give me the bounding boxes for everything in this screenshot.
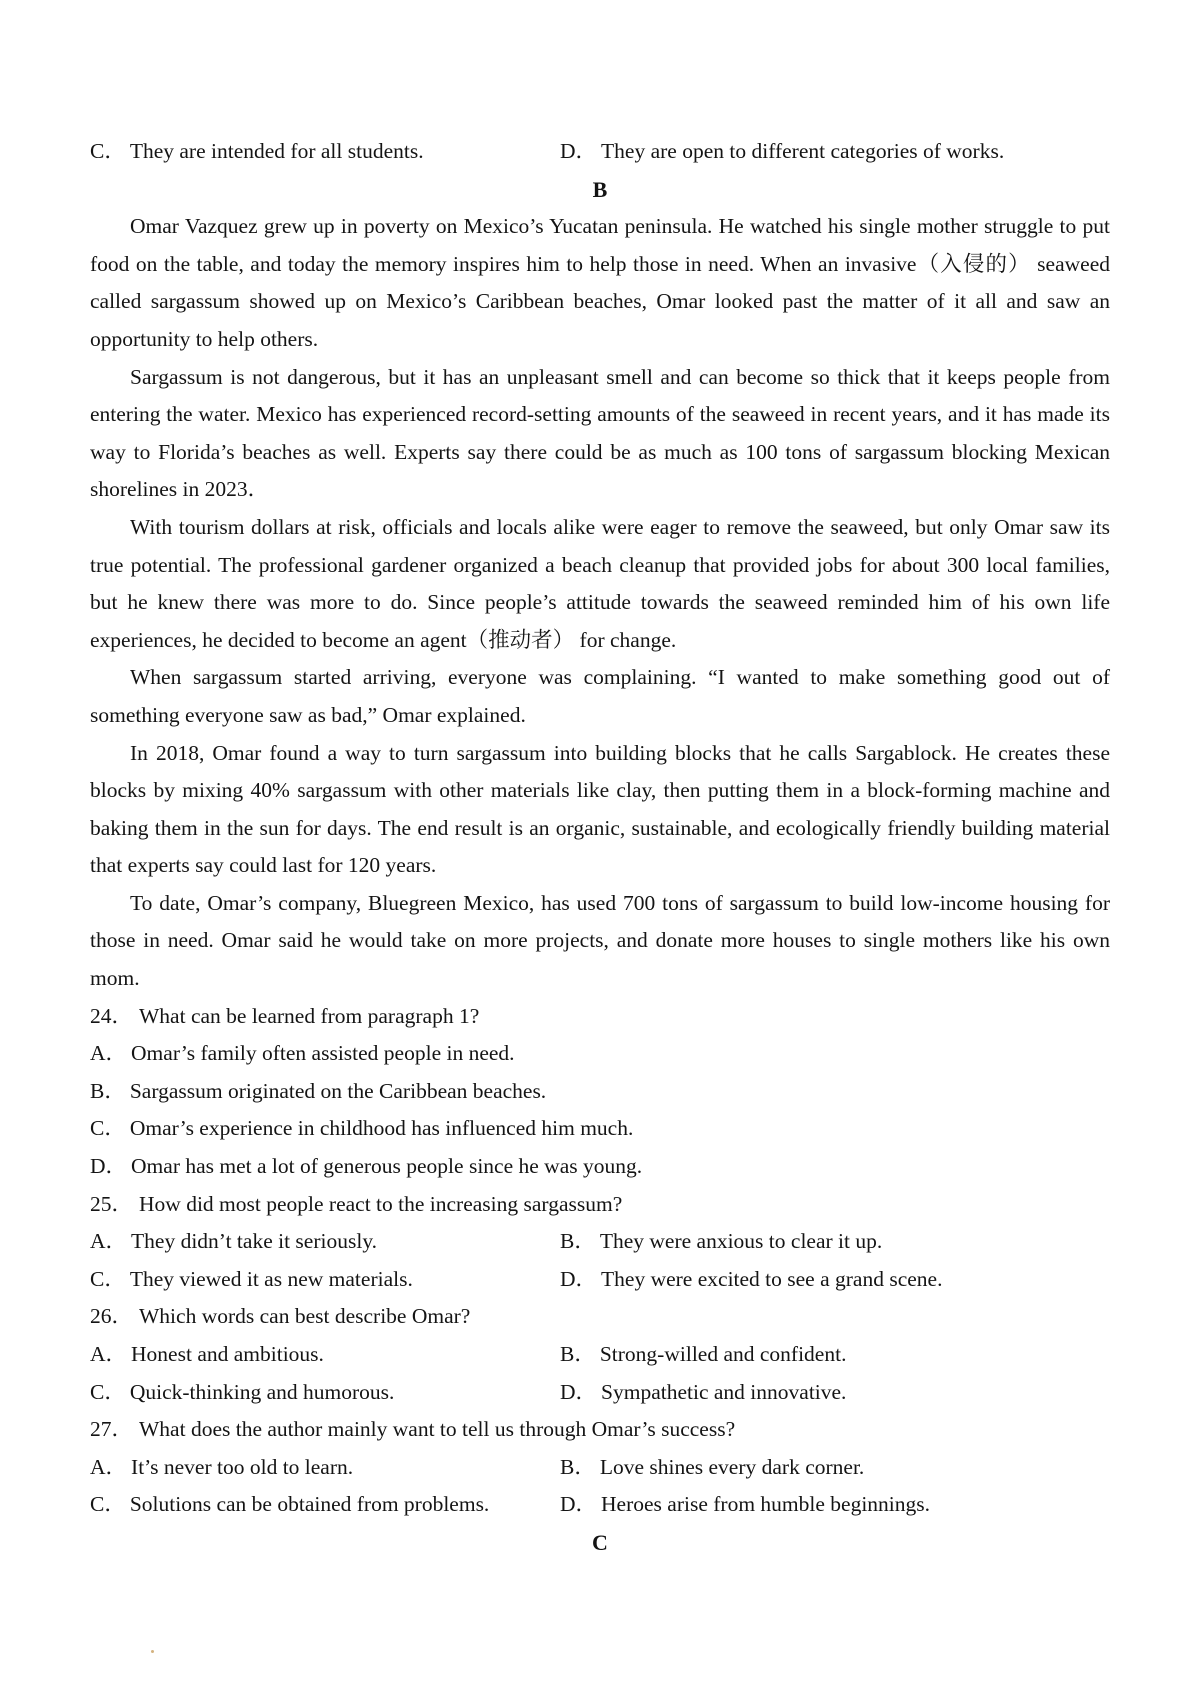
passage-paragraph-6: To date, Omar’s company, Bluegreen Mexico, has used 700 tons of sargassum to build low-income housing for those in need. Omar said he would take on more projects, and donate more houses to single mothers like his own mom.	[90, 890, 1110, 991]
question-26-option-row-cd	[90, 1374, 1110, 1412]
option-text: Solutions can be obtained from problems.	[129, 1492, 490, 1517]
question-24-stem	[90, 998, 1110, 1036]
question-26-option-row-ab	[90, 1336, 1110, 1374]
passage-paragraph-3: With tourism dollars at risk, officials and locals alike were eager to remove the seaweed, but only Omar saw its true potential. The professional gardener organized a beach cleanup that provided jobs for about 300 local families, but he knew there was more to do. Since people’s attitude towards the seaweed reminded him of his own life experiences, he decided to become an agent（推动者） for change.	[90, 514, 1110, 652]
option-text: Sargassum originated on the Caribbean beaches.	[129, 1078, 547, 1103]
question-26-option-a	[90, 1336, 560, 1374]
question-text: What can be learned from paragraph 1?	[139, 1003, 480, 1028]
question-25-stem	[90, 1186, 1110, 1224]
question-25-option-c	[90, 1261, 560, 1299]
option-text: Omar has met a lot of generous people since he was young.	[131, 1154, 643, 1179]
question-27-option-d	[560, 1486, 1110, 1524]
option-text: Love shines every dark corner.	[599, 1454, 865, 1479]
option-text: Heroes arise from humble beginnings.	[601, 1492, 931, 1517]
option-label: C．	[90, 1379, 126, 1404]
question-25-option-a	[90, 1223, 560, 1261]
option-label: D．	[90, 1154, 128, 1179]
question-25-option-d	[560, 1261, 1110, 1299]
question-26-stem	[90, 1298, 1110, 1336]
option-c	[90, 133, 560, 171]
option-text: They were excited to see a grand scene.	[601, 1266, 943, 1291]
question-24-option-a	[90, 1035, 1110, 1073]
scan-speck-artifact	[151, 1650, 154, 1653]
option-text: They are open to different categories of works.	[601, 139, 1005, 163]
option-text: They were anxious to clear it up.	[599, 1229, 883, 1254]
question-26-option-d	[560, 1374, 1110, 1412]
question-27-option-b	[560, 1449, 1110, 1487]
question-text: How did most people react to the increasing sargassum?	[139, 1191, 623, 1216]
option-label: A．	[90, 1454, 128, 1479]
option-label: B．	[560, 1229, 596, 1254]
option-label: D．	[560, 1379, 598, 1404]
section-label-c: C	[592, 1529, 608, 1555]
question-number: 27．	[90, 1417, 134, 1442]
section-label-b: B	[592, 176, 608, 202]
option-label: D．	[560, 1266, 598, 1291]
passage-paragraph-5: In 2018, Omar found a way to turn sargassum into building blocks that he calls Sargablock. He creates these blocks by mixing 40% sargassum with other materials like clay, then putting them in a block-forming machine and baking them in the sun for days. The end result is an organic, sustainable, and ecologically friendly building material that experts say could last for 120 years.	[90, 740, 1110, 878]
question-text: What does the author mainly want to tell us through Omar’s success?	[139, 1417, 736, 1442]
question-24-option-b	[90, 1073, 1110, 1111]
option-text: They didn’t take it seriously.	[131, 1229, 378, 1254]
option-d	[560, 133, 1110, 171]
question-25-option-row-ab	[90, 1223, 1110, 1261]
option-text: Omar’s family often assisted people in need.	[131, 1041, 515, 1066]
option-label: A．	[90, 1229, 128, 1254]
option-label: A．	[90, 1041, 128, 1066]
question-25-option-b	[560, 1223, 1110, 1261]
option-label: A．	[90, 1342, 128, 1366]
option-label: C．	[90, 139, 126, 163]
question-24-option-d	[90, 1148, 1110, 1186]
question-25-option-row-cd	[90, 1261, 1110, 1299]
passage-paragraph-1: Omar Vazquez grew up in poverty on Mexico’s Yucatan peninsula. He watched his single mother struggle to put food on the table, and today the memory inspires him to help those in need. When an invasive（入侵的） seaweed called sargassum showed up on Mexico’s Caribbean beaches, Omar looked past the matter of it all and saw an opportunity to help others.	[90, 214, 1110, 351]
option-text: It’s never too old to learn.	[131, 1454, 354, 1479]
option-label: B．	[560, 1342, 596, 1366]
option-text: They are intended for all students.	[129, 139, 424, 163]
option-label: C．	[90, 1116, 126, 1141]
question-27-stem	[90, 1411, 1110, 1449]
question-27-option-c	[90, 1486, 560, 1524]
question-number: 25．	[90, 1191, 134, 1216]
option-text: Sympathetic and innovative.	[601, 1379, 847, 1404]
passage-paragraph-4: When sargassum started arriving, everyone was complaining. “I wanted to make something good out of something everyone saw as bad,” Omar explained.	[90, 665, 1110, 727]
option-label: D．	[560, 139, 598, 163]
option-label: C．	[90, 1492, 126, 1517]
question-27-option-row-cd	[90, 1486, 1110, 1524]
question-26-option-c	[90, 1374, 560, 1412]
question-27-option-row-ab	[90, 1449, 1110, 1487]
option-text: Strong-willed and confident.	[599, 1342, 847, 1366]
option-text: Quick-thinking and humorous.	[129, 1379, 395, 1404]
carryover-option-row	[90, 133, 1110, 171]
question-number: 24．	[90, 1003, 134, 1028]
question-26-option-b	[560, 1336, 1110, 1374]
question-number: 26．	[90, 1304, 134, 1329]
passage-paragraph-2: Sargassum is not dangerous, but it has an unpleasant smell and can become so thick that it keeps people from entering the water. Mexico has experienced record-setting amounts of the seaweed in recent years, and it has made its way to Florida’s beaches as well. Experts say there could be as much as 100 tons of sargassum blocking Mexican shorelines in 2023．	[90, 364, 1110, 502]
question-24-option-c	[90, 1110, 1110, 1148]
option-text: Honest and ambitious.	[131, 1342, 324, 1366]
question-text: Which words can best describe Omar?	[139, 1304, 471, 1329]
question-27-option-a	[90, 1449, 560, 1487]
option-label: B．	[90, 1078, 126, 1103]
option-label: C．	[90, 1266, 126, 1291]
option-text: They viewed it as new materials.	[129, 1266, 413, 1291]
option-label: B．	[560, 1454, 596, 1479]
option-text: Omar’s experience in childhood has influenced him much.	[129, 1116, 634, 1141]
option-label: D．	[560, 1492, 598, 1517]
